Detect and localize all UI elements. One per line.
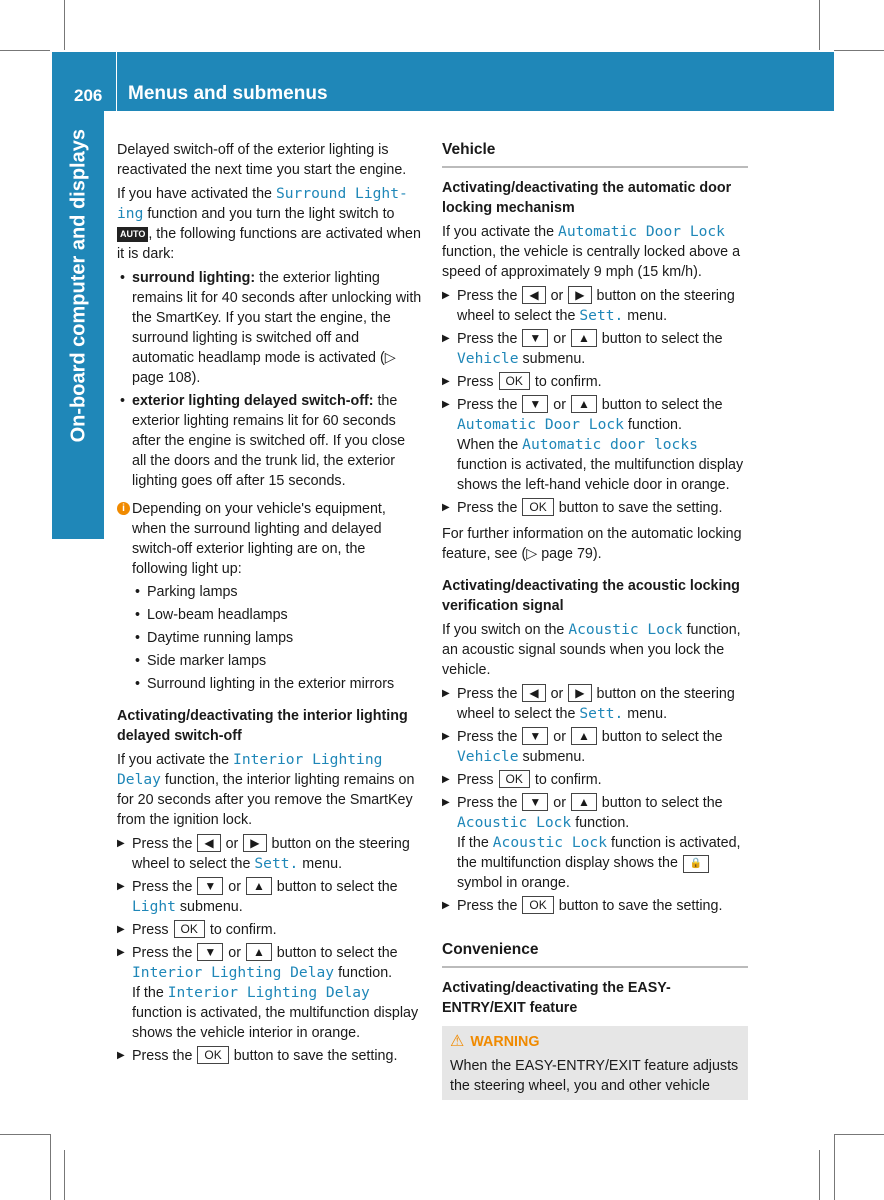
- instruction-step: ▶ Press the ▼ or ▲ button to select the Interior Lighting Delay function. If the Interior Lighting Delay function is activated, the multifunction display shows the vehicle interior in orange.: [117, 943, 423, 1043]
- list-item: • exterior lighting delayed switch-off: the exterior lighting remains lit for 60 seconds after the engine is switched off. If you close all the doors and the trunk lid, the exterior lighting goes off after 15 seconds.: [117, 391, 423, 491]
- crop-mark: [834, 1134, 884, 1135]
- crop-mark: [834, 1134, 835, 1200]
- paragraph: If you switch on the Acoustic Lock function, an acoustic signal sounds when you lock the vehicle.: [442, 621, 741, 678]
- chapter-label: On-board computer and displays: [67, 129, 89, 443]
- left-arrow-key-icon: ◀: [522, 684, 545, 702]
- ok-key-icon: OK: [197, 1046, 228, 1064]
- ok-key-icon: OK: [499, 372, 530, 390]
- instruction-step: ▶ Press the ◀ or ▶ button on the steering wheel to select the Sett. menu.: [442, 684, 748, 724]
- sub-heading: Activating/deactivating the automatic door locking mechanism: [442, 180, 732, 216]
- left-column: [117, 140, 423, 1069]
- instruction-step: ▶ Press the OK button to save the setting.: [117, 1046, 423, 1066]
- instruction-step: ▶ Press the ◀ or ▶ button on the steering wheel to select the Sett. menu.: [117, 834, 423, 874]
- page-header: [52, 52, 834, 111]
- crop-mark: [50, 1134, 51, 1200]
- left-arrow-key-icon: ◀: [522, 286, 545, 304]
- instruction-step: ▶ Press the ▼ or ▲ button to select the Automatic Door Lock function. When the Automatic door locks function is activated, the multifunction display shows the left-hand vehicle door in orange.: [442, 395, 748, 495]
- instruction-step: ▶ Press the OK button to save the setting.: [442, 498, 748, 518]
- light-list: [117, 582, 423, 694]
- section-heading-vehicle: Vehicle: [442, 140, 748, 168]
- down-arrow-key-icon: ▼: [197, 877, 223, 895]
- paragraph: For further information on the automatic locking feature, see (▷ page 79).: [442, 526, 742, 562]
- down-arrow-key-icon: ▼: [522, 793, 548, 811]
- instruction-step: ▶ Press the OK button to save the setting.: [442, 896, 748, 916]
- warning-box: [442, 1026, 748, 1100]
- up-arrow-key-icon: ▲: [571, 793, 597, 811]
- list-item: • Parking lamps: [117, 582, 423, 602]
- sub-heading: Activating/deactivating the acoustic locking verification signal: [442, 578, 740, 614]
- crop-mark: [834, 50, 884, 51]
- down-arrow-key-icon: ▼: [522, 329, 548, 347]
- crop-mark: [819, 0, 820, 50]
- list-item: • Low-beam headlamps: [117, 605, 423, 625]
- right-column: [442, 140, 748, 1100]
- up-arrow-key-icon: ▲: [571, 395, 597, 413]
- crop-mark: [64, 1150, 65, 1200]
- ok-key-icon: OK: [522, 896, 553, 914]
- section-heading-convenience: Convenience: [442, 940, 748, 968]
- instruction-step: ▶ Press the ▼ or ▲ button to select the Light submenu.: [117, 877, 423, 917]
- instruction-step: ▶ Press the ◀ or ▶ button on the steering wheel to select the Sett. menu.: [442, 286, 748, 326]
- warning-text: When the EASY-ENTRY/EXIT feature adjusts the steering wheel, you and other vehicle: [450, 1058, 739, 1094]
- paragraph: If you activate the Automatic Door Lock function, the vehicle is centrally locked above a speed of approximately 9 mph (15 km/h).: [442, 223, 741, 280]
- left-arrow-key-icon: ◀: [197, 834, 220, 852]
- list-item: • Surround lighting in the exterior mirrors: [117, 674, 423, 694]
- info-icon: i: [117, 502, 130, 515]
- up-arrow-key-icon: ▲: [571, 727, 597, 745]
- auto-key-icon: AUTO: [117, 227, 148, 242]
- header-divider: [116, 52, 117, 111]
- chapter-side-tab: [52, 111, 104, 539]
- crop-mark: [0, 50, 50, 51]
- info-note: i Depending on your vehicle's equipment, when the surround lighting and delayed switch-off exterior lighting are on, the following light up:: [117, 499, 423, 579]
- paragraph: If you activate the Interior Lighting Delay function, the interior lighting remains on for 20 seconds after you remove the SmartKey from the ignition lock.: [117, 751, 415, 828]
- crop-mark: [64, 0, 65, 50]
- page-number: 206: [74, 86, 103, 105]
- sub-heading: Activating/deactivating the EASY-ENTRY/EXIT feature: [442, 980, 671, 1016]
- ok-key-icon: OK: [499, 770, 530, 788]
- right-arrow-key-icon: ▶: [568, 286, 591, 304]
- up-arrow-key-icon: ▲: [246, 877, 272, 895]
- ok-key-icon: OK: [522, 498, 553, 516]
- paragraph: If you have activated the Surround Light-ing function and you turn the light switch to AUTO , the following functions are activated when it is dark:: [117, 185, 421, 262]
- instruction-step: ▶ Press OK to confirm.: [117, 920, 423, 940]
- warning-title: ⚠ WARNING: [450, 1033, 540, 1050]
- instruction-step: ▶ Press OK to confirm.: [442, 372, 748, 392]
- down-arrow-key-icon: ▼: [522, 727, 548, 745]
- crop-mark: [819, 1150, 820, 1200]
- right-arrow-key-icon: ▶: [568, 684, 591, 702]
- intro-paragraph: Delayed switch-off of the exterior lighting is reactivated the next time you start the engine.: [117, 142, 407, 178]
- function-list: [117, 268, 423, 491]
- instruction-step: ▶ Press OK to confirm.: [442, 770, 748, 790]
- page-title: Menus and submenus: [128, 83, 328, 104]
- ok-key-icon: OK: [174, 920, 205, 938]
- down-arrow-key-icon: ▼: [522, 395, 548, 413]
- up-arrow-key-icon: ▲: [571, 329, 597, 347]
- sub-heading: Activating/deactivating the interior lighting delayed switch-off: [117, 708, 408, 744]
- lock-icon: 🔒: [683, 855, 709, 873]
- list-item: • surround lighting: the exterior lighting remains lit for 40 seconds after unlocking with the SmartKey. If you start the engine, the surround lighting is switched off and automatic headlamp mode is activated (▷ page 108).: [117, 268, 423, 388]
- instruction-step: ▶ Press the ▼ or ▲ button to select the Vehicle submenu.: [442, 329, 748, 369]
- up-arrow-key-icon: ▲: [246, 943, 272, 961]
- warning-triangle-icon: ⚠: [450, 1033, 465, 1050]
- instruction-step: ▶ Press the ▼ or ▲ button to select the Vehicle submenu.: [442, 727, 748, 767]
- down-arrow-key-icon: ▼: [197, 943, 223, 961]
- list-item: • Side marker lamps: [117, 651, 423, 671]
- right-arrow-key-icon: ▶: [243, 834, 266, 852]
- list-item: • Daytime running lamps: [117, 628, 423, 648]
- crop-mark: [0, 1134, 50, 1135]
- instruction-step: ▶ Press the ▼ or ▲ button to select the Acoustic Lock function. If the Acoustic Lock function is activated, the multifunction display shows the 🔒 symbol in orange.: [442, 793, 748, 893]
